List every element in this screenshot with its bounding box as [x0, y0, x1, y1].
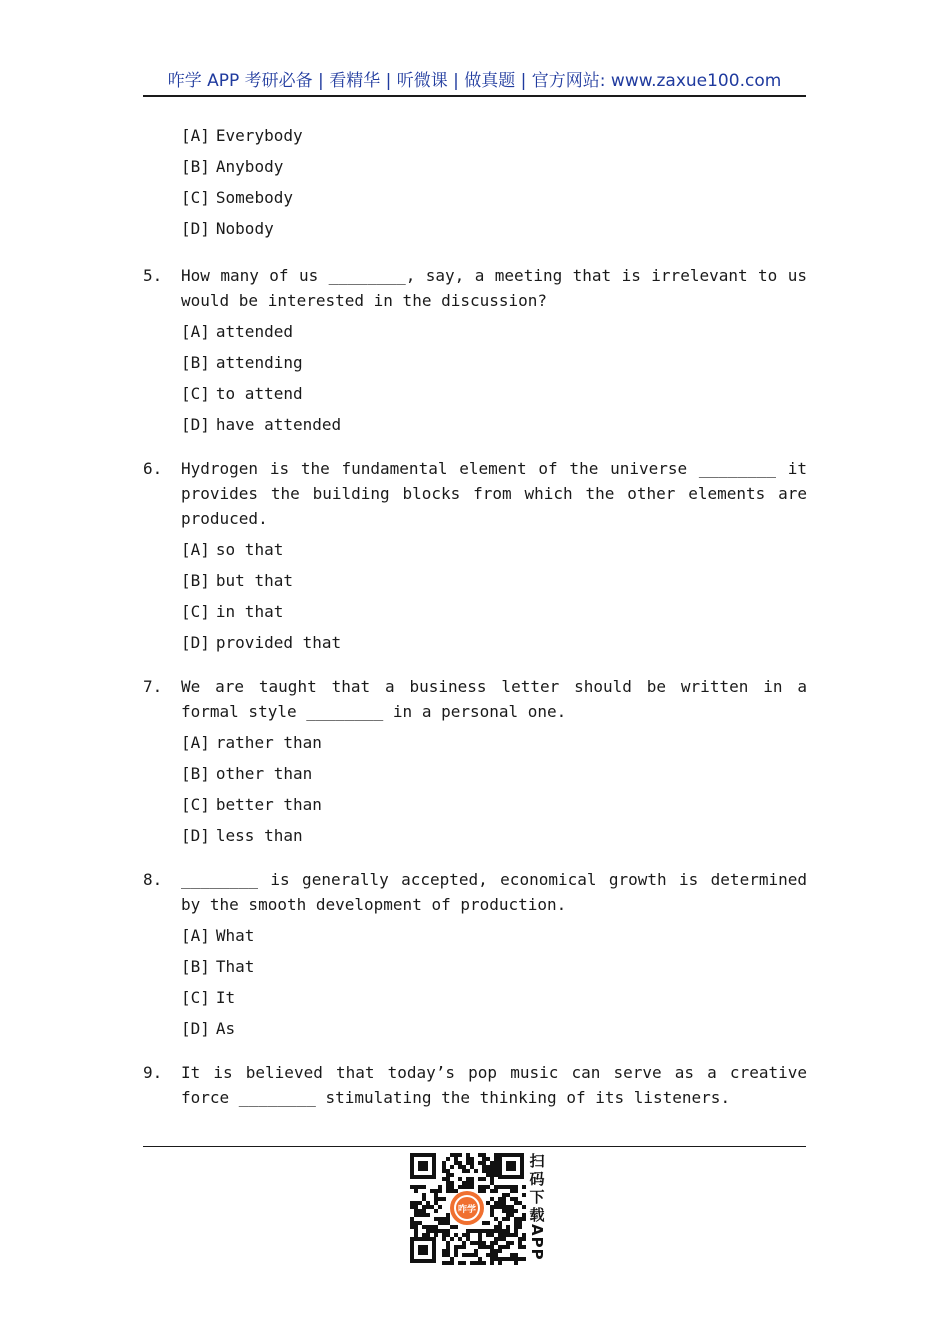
option-text: What: [215, 926, 255, 945]
option-tag: [C]: [181, 795, 210, 814]
question-text: How many of us ________, say, a meeting that is irrelevant to us would be interested in the discussion?: [181, 266, 807, 310]
option: [181, 213, 807, 244]
option: [181, 151, 807, 182]
qr-caption-char: 扫: [529, 1152, 545, 1170]
option-tag: [C]: [181, 384, 210, 403]
footer-rule: [143, 1146, 806, 1147]
option-tag: [C]: [181, 988, 210, 1007]
option: [181, 596, 807, 627]
qr-code-graphic: [408, 1151, 526, 1265]
option: [181, 758, 807, 789]
qr-caption: [527, 1152, 547, 1265]
header-text: 咋学 APP 考研必备 | 看精华 | 听微课 | 做真题 | 官方网站: www.zaxue100.com: [167, 71, 782, 91]
option: [181, 409, 807, 440]
option: [181, 789, 807, 820]
qr-code: [408, 1151, 526, 1265]
option-tag: [D]: [181, 633, 210, 652]
option: [181, 534, 807, 565]
question-number: 5.: [143, 266, 163, 285]
option: [181, 316, 807, 347]
option-text: in that: [215, 602, 284, 621]
question-text: ________ is generally accepted, economical growth is determined by the smooth development of production.: [181, 870, 807, 914]
option: [181, 347, 807, 378]
question-body: [181, 456, 807, 658]
option-tag: [C]: [181, 188, 210, 207]
option-tag: [D]: [181, 219, 210, 238]
question-content: [143, 120, 807, 1110]
question-text: We are taught that a business letter should be written in a formal style ________ in a personal one.: [181, 677, 807, 721]
option-tag: [D]: [181, 1019, 210, 1038]
option-text: As: [215, 1019, 236, 1038]
option-tag: [B]: [181, 353, 210, 372]
question-body: [181, 263, 807, 440]
question-number: 8.: [143, 870, 163, 889]
question-body: [181, 674, 807, 851]
question-6: [143, 456, 807, 658]
option-text: less than: [215, 826, 303, 845]
question-options: [181, 316, 807, 440]
option-tag: [A]: [181, 733, 210, 752]
option-tag: [B]: [181, 957, 210, 976]
option: [181, 182, 807, 213]
option: [181, 820, 807, 851]
question-text: It is believed that today’s pop music can serve as a creative force ________ stimulating the thinking of its listeners.: [181, 1063, 807, 1107]
question-options: [181, 920, 807, 1044]
page-header: [143, 68, 806, 97]
option-text: Everybody: [215, 126, 303, 145]
option-text: have attended: [215, 415, 342, 434]
option: [181, 951, 807, 982]
option: [181, 120, 807, 151]
option-text: attended: [215, 322, 293, 341]
qr-caption-char: 码: [529, 1170, 545, 1188]
question-number: 6.: [143, 459, 163, 478]
option-text: better than: [215, 795, 322, 814]
option-tag: [B]: [181, 157, 210, 176]
question-options: [181, 727, 807, 851]
question-5: [143, 263, 807, 440]
option-text: rather than: [215, 733, 322, 752]
question-options: [181, 534, 807, 658]
option-tag: [A]: [181, 322, 210, 341]
option-text: to attend: [215, 384, 303, 403]
option-text: but that: [215, 571, 293, 590]
option-text: other than: [215, 764, 313, 783]
question-number: 9.: [143, 1063, 163, 1082]
question-number: 7.: [143, 677, 163, 696]
question-body: [181, 867, 807, 1044]
question-9: [143, 1060, 807, 1110]
qr-logo-text: 咋学: [457, 1205, 477, 1215]
qr-caption-char: 载: [529, 1206, 545, 1224]
option-text: Anybody: [215, 157, 284, 176]
option-text: It: [215, 988, 236, 1007]
option-tag: [D]: [181, 826, 210, 845]
option-tag: [A]: [181, 126, 210, 145]
option: [181, 627, 807, 658]
option-tag: [C]: [181, 602, 210, 621]
option-text: Somebody: [215, 188, 293, 207]
option: [181, 982, 807, 1013]
option: [181, 1013, 807, 1044]
qr-caption-app: APP: [528, 1224, 546, 1261]
option-tag: [B]: [181, 764, 210, 783]
question-text: Hydrogen is the fundamental element of the universe ________ it provides the building blocks from which the other elements are produced.: [181, 459, 807, 528]
question-body: [181, 1060, 807, 1110]
option-text: provided that: [215, 633, 342, 652]
option: [181, 565, 807, 596]
option-text: Nobody: [215, 219, 274, 238]
top-options: [181, 120, 807, 244]
option-tag: [B]: [181, 571, 210, 590]
option: [181, 727, 807, 758]
option-text: attending: [215, 353, 303, 372]
option-text: That: [215, 957, 255, 976]
option-tag: [A]: [181, 540, 210, 559]
question-8: [143, 867, 807, 1044]
option-text: so that: [215, 540, 284, 559]
qr-caption-char: 下: [529, 1188, 545, 1206]
option-tag: [A]: [181, 926, 210, 945]
question-7: [143, 674, 807, 851]
option: [181, 920, 807, 951]
option-tag: [D]: [181, 415, 210, 434]
option: [181, 378, 807, 409]
